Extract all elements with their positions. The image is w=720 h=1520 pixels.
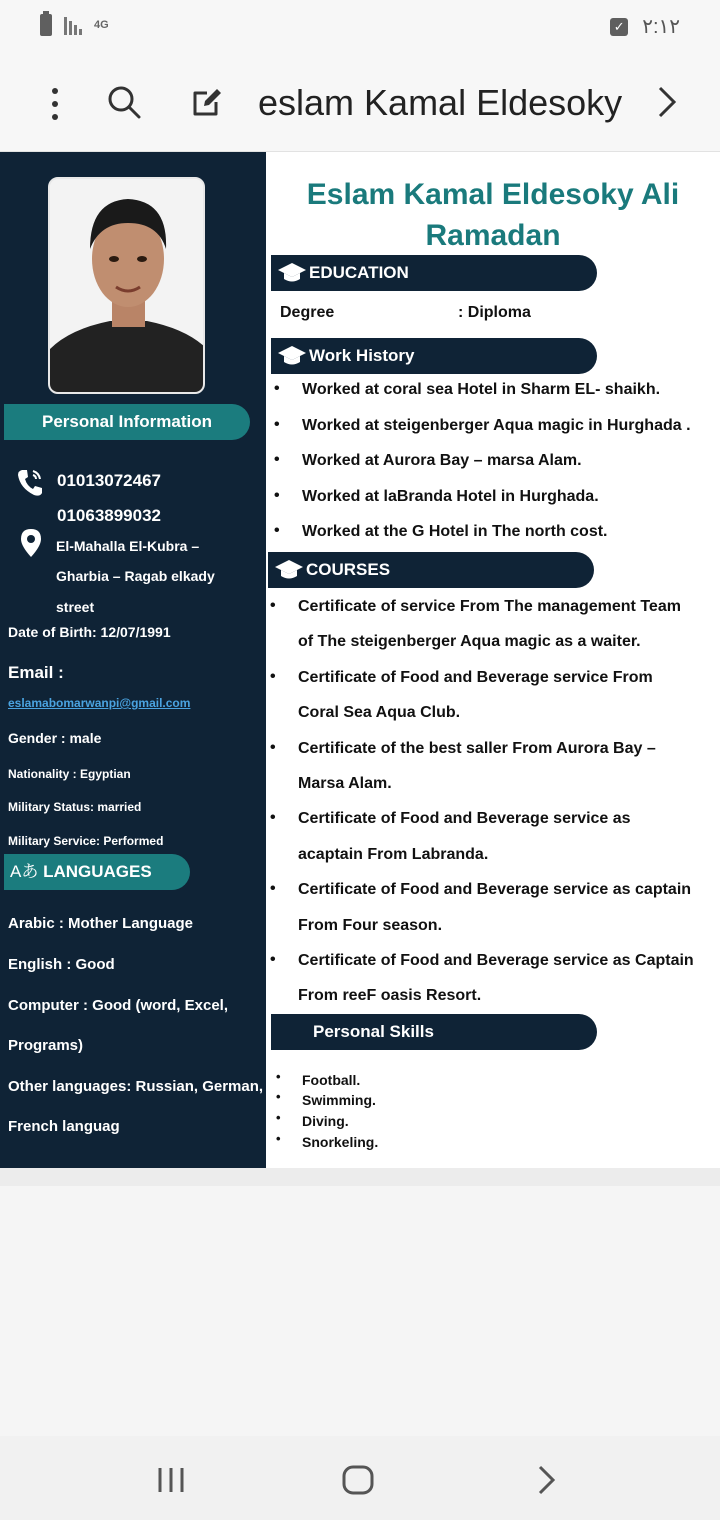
language-line: Arabic : Mother Language [8,915,194,932]
graduation-cap-icon [275,261,309,285]
back-icon[interactable] [534,1464,558,1501]
work-item: Worked at Aurora Bay – marsa Alam. [302,452,582,469]
cv-document [0,152,720,1168]
bullet: • [276,1089,281,1104]
home-icon[interactable] [342,1465,374,1500]
page-gap [0,1168,720,1186]
course-line: acaptain From Labranda. [298,846,489,863]
email-label: Email : [8,663,64,682]
courses-header: COURSES [268,552,594,588]
search-icon[interactable] [106,84,142,125]
bullet: • [276,1110,281,1125]
language-line: French languag [8,1118,120,1135]
course-line: Marsa Alam. [298,775,392,792]
skill-item: Football. [302,1072,361,1088]
cv-sidebar [0,152,266,1168]
languages-header: Aあ LANGUAGES [4,854,190,890]
skill-item: Snorkeling. [302,1134,379,1150]
profile-photo [48,177,205,394]
bullet: • [270,951,276,968]
language-line: Other languages: Russian, German, [8,1078,264,1095]
bullet: • [270,809,276,826]
date-of-birth: Date of Birth: 12/07/1991 [8,624,171,640]
language-line: Computer : Good (word, Excel, [8,997,229,1014]
course-line: Coral Sea Aqua Club. [298,704,461,721]
skill-item: Swimming. [302,1092,376,1108]
signal-icon [64,15,82,35]
bullet: • [276,1131,281,1146]
work-item: Worked at the G Hotel in The north cost. [302,523,608,540]
system-nav-bar [0,1436,720,1520]
location-icon [20,528,42,563]
degree-label: Degree [280,304,335,321]
course-line: From Four season. [298,917,443,934]
work-history-header: Work History [271,338,597,374]
recent-apps-icon[interactable] [156,1466,186,1499]
course-line: Certificate of service From The management Team [298,598,681,615]
more-options-icon[interactable] [52,88,58,120]
bullet: • [270,597,276,614]
bullet: • [270,739,276,756]
bullet: • [274,451,280,468]
nationality: Nationality : Egyptian [8,767,131,781]
work-item: Worked at steigenberger Aqua magic in Hurghada . [302,417,691,434]
battery-icon [40,14,52,36]
full-name: Eslam Kamal Eldesoky Ali Ramadan [306,178,680,252]
course-line: Certificate of Food and Beverage service as captain [298,881,692,898]
status-bar [0,0,720,56]
course-line: Certificate of Food and Beverage service From [298,669,653,686]
phone-icon [16,468,44,503]
clock: ٢:١٢ [642,16,680,38]
work-item: Worked at laBranda Hotel in Hurghada. [302,488,599,505]
bullet: • [274,522,280,539]
bullet: • [270,880,276,897]
email-link[interactable]: eslamabomarwanpi@gmail.com [8,696,191,710]
work-item: Worked at coral sea Hotel in Sharm EL- shaikh. [302,381,661,398]
checkbox-notification-icon: ✓ [610,18,628,36]
bullet: • [274,380,280,397]
bullet: • [274,416,280,433]
address-line-3: street [56,599,95,615]
chevron-right-icon[interactable] [652,84,680,125]
network-type: 4G [94,19,109,31]
skill-item: Diving. [302,1113,349,1129]
degree-value: : Diploma [458,304,531,321]
personal-skills-header: Personal Skills [271,1014,597,1050]
document-title: eslam Kamal Eldesoky [258,82,623,123]
course-line: From reeF oasis Resort. [298,987,482,1004]
language-line: Programs) [8,1037,84,1054]
address-line-1: El-Mahalla El-Kubra – [56,538,200,554]
graduation-cap-icon [275,344,309,368]
language-line: English : Good [8,956,115,973]
app-toolbar [0,56,720,152]
education-header: EDUCATION [271,255,597,291]
course-line: Certificate of Food and Beverage service as Captain [298,952,694,969]
military-service: Military Service: Performed [8,834,164,848]
translate-icon: Aあ [10,862,39,881]
edit-icon[interactable] [190,84,226,125]
course-line: of The steigenberger Aqua magic as a waiter. [298,633,641,650]
graduation-cap-icon [272,558,306,582]
phone-number-1: 01013072467 [57,471,162,490]
cv-main [266,152,720,1168]
bullet: • [270,668,276,685]
gender: Gender : male [8,730,102,746]
course-line: Certificate of Food and Beverage service as [298,810,631,827]
address-line-2: Gharbia – Ragab elkady [56,568,215,584]
personal-info-header: Personal Information [4,404,250,440]
bullet: • [274,487,280,504]
phone-number-2: 01063899032 [57,506,162,525]
bullet: • [276,1069,281,1084]
course-line: Certificate of the best saller From Aurora Bay – [298,740,656,757]
military-status: Military Status: married [8,800,142,814]
